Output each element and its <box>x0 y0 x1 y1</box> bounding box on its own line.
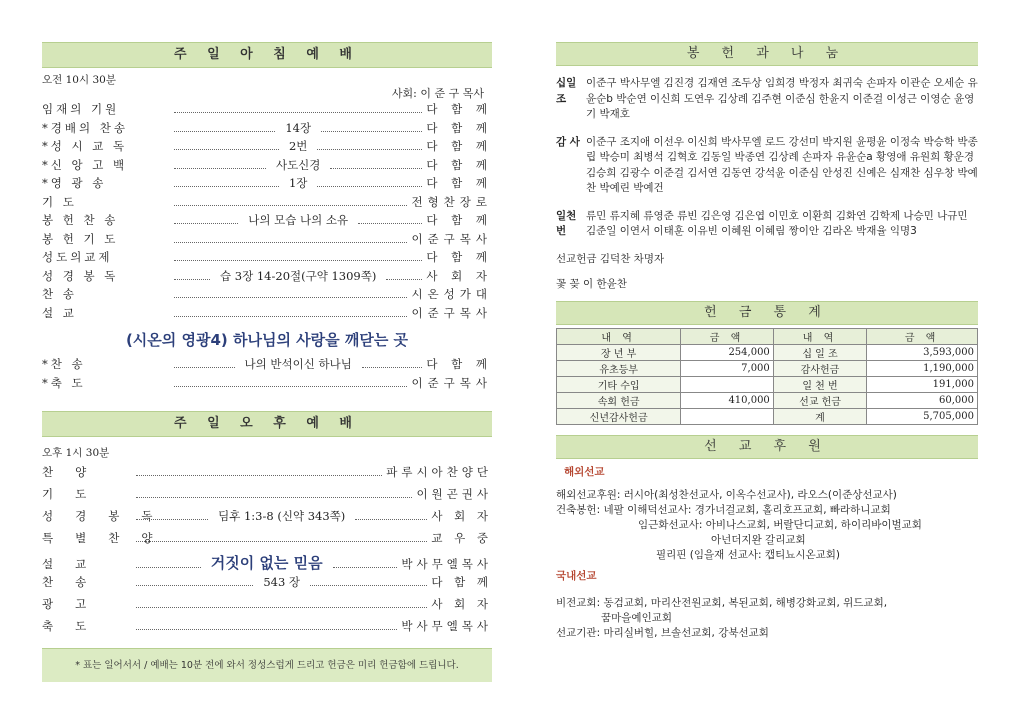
order-item-name: 특별찬양 <box>42 531 175 545</box>
totals-cell: 속회 헌금 <box>557 392 681 408</box>
order-item-name: 찬양 <box>42 465 109 479</box>
totals-cell: 계 <box>773 408 866 424</box>
dot-leader <box>174 290 407 298</box>
order-item-name: 축도 <box>42 619 109 633</box>
right-column <box>556 42 978 641</box>
totals-cell: 십 일 조 <box>773 344 866 360</box>
totals-cell: 7,000 <box>681 360 774 376</box>
offering-group <box>556 135 978 197</box>
order-item-detail: 거짓이 없는 믿음 <box>210 554 323 572</box>
order-item-leader: 이원곤권사 <box>416 487 492 501</box>
totals-cell: 410,000 <box>681 392 774 408</box>
dot-leader <box>136 468 382 476</box>
morning-order-row <box>42 157 492 176</box>
morning-time: 오전 10시 30분 <box>42 74 116 86</box>
order-item-leader: 사 회 자 <box>426 268 493 283</box>
offering-group-names: 이준구 조지애 이선우 이신희 박사무엘 로드 강선미 박지원 윤평윤 이정숙 박승학 박종립 박승미 최병석 김혁호 김동일 박종연 김상례 손파자 유윤순a 황영애 유원희 황운경 김승희 김광수 이준걸 김서연 김동연 강석윤 이준심 안성진 신예은 심재찬 심우창 박예찬 박예린 박예건 <box>586 135 978 194</box>
order-item-name: 설 교 <box>42 305 77 320</box>
order-item-leader: 다 함 께 <box>426 357 492 371</box>
order-item-detail: 14장 <box>285 120 312 135</box>
domestic-missions-list <box>556 596 978 641</box>
dot-leader <box>136 560 201 568</box>
totals-cell: 254,000 <box>681 344 774 360</box>
order-item-name: *성 시 교 독 <box>42 139 128 153</box>
offering-groups <box>556 76 978 240</box>
mission-line: 임근화선교사: 아비나스교회, 버랄단디교회, 하이리바이벌교회 <box>638 518 922 531</box>
order-item-name: 기도 <box>42 487 109 501</box>
offering-group-names: 이준구 박사무엘 김진경 김재연 조두상 임희경 박정자 최귀숙 손파자 이관순 오세순 유윤순b 박순연 이신희 도연우 김상례 김주현 이준심 한윤지 이준걸 이성근 이영순 윤영기 박재호 <box>586 77 978 120</box>
order-item-leader: 사 회 자 <box>431 509 493 523</box>
totals-row <box>557 392 978 408</box>
mission-line: 필리핀 (임을재 선교사: 캡티뇨시온교회) <box>656 548 841 561</box>
order-item-detail: 1장 <box>288 176 308 190</box>
totals-cell: 5,705,000 <box>867 408 978 424</box>
morning-closing-list <box>42 356 492 393</box>
dot-leader <box>362 360 423 368</box>
dot-leader <box>174 105 422 113</box>
totals-cell: 3,593,000 <box>867 344 978 360</box>
order-item-leader: 다 함 께 <box>426 102 492 116</box>
order-item-detail: 사도신경 <box>275 157 321 172</box>
order-item-detail: 나의 모습 나의 소유 <box>248 213 349 227</box>
morning-order-row <box>42 231 492 250</box>
dot-leader <box>358 216 422 224</box>
order-item-name: *신 앙 고 백 <box>42 157 128 172</box>
morning-order-row <box>42 120 492 139</box>
totals-header-cell: 금 액 <box>681 328 774 344</box>
order-item-name: 임재의 기원 <box>42 102 120 116</box>
order-item-leader: 박사무엘목사 <box>401 619 492 633</box>
dot-leader <box>386 272 422 280</box>
order-item-name: 찬송 <box>42 575 109 589</box>
order-item-leader: 사 회 자 <box>431 597 492 611</box>
morning-closing-row <box>42 356 492 375</box>
totals-title: 헌 금 통 계 <box>556 301 978 325</box>
totals-cell: 감사헌금 <box>773 360 866 376</box>
totals-row <box>557 376 978 392</box>
dot-leader <box>174 379 407 387</box>
order-item-name: 기 도 <box>42 194 77 209</box>
offering-group-names: 류민 류지혜 류영준 류빈 김은영 김은엽 이민호 이환희 김화연 김학제 나승민 나규민 김준일 이연서 이태훈 이유빈 이혜원 이혜림 짱이안 김라온 박재율 익명3 <box>586 209 968 237</box>
dot-leader <box>174 124 275 132</box>
totals-cell <box>681 376 774 392</box>
order-item-name: 성 경 봉 독 <box>42 268 119 283</box>
morning-closing-row <box>42 375 492 394</box>
offering-group <box>556 76 978 123</box>
order-item-name: *경배의 찬송 <box>42 120 128 135</box>
dot-leader <box>174 198 407 206</box>
morning-order-row <box>42 194 492 213</box>
left-column <box>42 42 492 682</box>
totals-cell: 신년감사헌금 <box>557 408 681 424</box>
afternoon-service-title: 주 일 오 후 예 배 <box>42 411 492 437</box>
order-item-leader: 다 함 께 <box>426 157 493 172</box>
mission-line: 건축봉헌: 네팔 이해덕선교사: 경가너걸교회, 홀리호프교회, 빠라하니교회 <box>556 503 891 516</box>
afternoon-order-row <box>42 552 492 574</box>
morning-order-row <box>42 286 492 305</box>
dot-leader <box>136 534 427 542</box>
order-item-leader: 다 함 께 <box>426 139 493 153</box>
afternoon-order-row <box>42 574 492 596</box>
morning-order-row <box>42 249 492 268</box>
morning-order-row <box>42 138 492 157</box>
offering-group <box>556 209 978 240</box>
order-item-leader: 다 함 께 <box>426 120 493 135</box>
totals-cell: 장 년 부 <box>557 344 681 360</box>
order-item-leader: 다 함 께 <box>426 176 493 190</box>
missions-title: 선 교 후 원 <box>556 435 978 459</box>
offering-group-label: 감 사 <box>556 135 580 148</box>
order-item-leader: 박사무엘목사 <box>401 557 493 571</box>
dot-leader <box>174 161 266 169</box>
dot-leader <box>174 235 407 243</box>
dot-leader <box>174 360 235 368</box>
dot-leader <box>330 161 422 169</box>
morning-order-row <box>42 101 492 120</box>
mission-line: 아넌더지완 갈리교회 <box>711 533 806 546</box>
offering-title: 봉 헌 과 나 눔 <box>556 42 978 66</box>
order-item-leader: 시온성가대 <box>411 287 492 301</box>
totals-cell: 유초등부 <box>557 360 681 376</box>
dot-leader <box>136 490 412 498</box>
totals-header-cell: 금 액 <box>867 328 978 344</box>
worship-notice: * 표는 일어서서 / 예배는 10분 전에 와서 정성스럽게 드리고 헌금은 미리 헌금함에 드립니다. <box>42 648 492 682</box>
order-item-detail: 2번 <box>288 139 308 153</box>
afternoon-order-row <box>42 618 492 640</box>
order-item-name: *축 도 <box>42 375 86 390</box>
order-item-name: 성경봉독 <box>42 509 175 523</box>
order-item-name: 찬 송 <box>42 287 77 301</box>
totals-header-cell: 내 역 <box>773 328 866 344</box>
dot-leader <box>317 179 422 187</box>
order-item-name: 봉 헌 찬 송 <box>42 213 119 227</box>
overseas-missions-list <box>556 488 978 563</box>
order-item-leader: 다 함 께 <box>431 575 493 589</box>
afternoon-order-row <box>42 508 492 530</box>
dot-leader <box>321 124 422 132</box>
order-item-name: *찬 송 <box>42 357 86 371</box>
dot-leader <box>136 600 427 608</box>
dot-leader <box>136 622 397 630</box>
offering-group-label: 일천번 <box>556 209 577 237</box>
dot-leader <box>174 216 238 224</box>
order-item-leader: 이준구목사 <box>411 375 492 390</box>
order-item-detail: 딤후 1:3-8 (신약 343쪽) <box>218 509 346 523</box>
order-item-leader: 이준구목사 <box>411 231 492 246</box>
order-item-detail: 나의 반석이신 하나님 <box>244 357 352 371</box>
order-item-name: 설교 <box>42 557 109 571</box>
afternoon-order-row <box>42 486 492 508</box>
order-item-name: 봉 헌 기 도 <box>42 231 119 246</box>
order-item-name: 광고 <box>42 597 109 611</box>
totals-cell: 기타 수입 <box>557 376 681 392</box>
totals-row <box>557 344 978 360</box>
morning-order-row <box>42 305 492 324</box>
morning-sermon-title: (시온의 영광4) 하나님의 사랑을 깨닫는 곳 <box>125 331 409 349</box>
dot-leader <box>174 272 210 280</box>
dot-leader <box>174 309 407 317</box>
mission-line: 해외선교후원: 러시아(최성찬선교사, 이옥수선교사), 라오스(이준상선교사) <box>556 488 897 501</box>
dot-leader <box>310 578 427 586</box>
afternoon-order-list <box>42 464 492 640</box>
dot-leader <box>174 253 422 261</box>
totals-cell: 1,190,000 <box>867 360 978 376</box>
dot-leader <box>333 560 398 568</box>
morning-order-row <box>42 268 492 287</box>
morning-order-row <box>42 175 492 194</box>
mission-offering: 선교헌금 김덕찬 차명자 <box>556 252 665 265</box>
totals-cell: 191,000 <box>867 376 978 392</box>
dot-leader <box>174 179 279 187</box>
totals-cell <box>681 408 774 424</box>
morning-service-title: 주 일 아 침 예 배 <box>42 42 492 68</box>
order-item-detail: 습 3장 14-20절(구약 1309쪽) <box>220 268 377 283</box>
dot-leader <box>174 142 279 150</box>
totals-row <box>557 408 978 424</box>
domestic-missions-heading: 국내선교 <box>556 569 597 582</box>
flower-arrangement: 꽃 꽂 이 한윤찬 <box>556 278 627 290</box>
order-item-detail: 543 장 <box>263 575 301 589</box>
totals-cell: 선교 헌금 <box>773 392 866 408</box>
order-item-leader: 교 우 중 <box>431 531 492 545</box>
afternoon-order-row <box>42 464 492 486</box>
totals-header-cell: 내 역 <box>557 328 681 344</box>
dot-leader <box>355 512 427 520</box>
order-item-leader: 파루시아찬양단 <box>386 465 492 479</box>
afternoon-time: 오후 1시 30분 <box>42 447 110 459</box>
totals-row <box>557 360 978 376</box>
overseas-missions-heading: 해외선교 <box>564 465 605 478</box>
dot-leader <box>317 142 422 150</box>
afternoon-order-row <box>42 596 492 618</box>
dot-leader <box>136 512 208 520</box>
offering-totals-table <box>556 328 978 425</box>
mission-line: 선교기관: 마리실버힐, 브솔선교회, 강북선교회 <box>556 626 769 639</box>
afternoon-order-row <box>42 530 492 552</box>
order-item-name: 성도의교제 <box>42 250 113 264</box>
order-item-leader: 전형찬장로 <box>411 194 492 209</box>
dot-leader <box>136 578 253 586</box>
offering-group-label: 십일조 <box>556 77 577 105</box>
morning-presider: 사회: 이 준 구 목사 <box>391 87 484 100</box>
totals-cell: 일 천 번 <box>773 376 866 392</box>
morning-order-row <box>42 212 492 231</box>
mission-line: 비전교회: 동검교회, 마리산전원교회, 복된교회, 해병강화교회, 위드교회, <box>556 596 888 609</box>
order-item-leader: 이준구목사 <box>411 305 492 320</box>
totals-cell: 60,000 <box>867 392 978 408</box>
morning-order-list <box>42 101 492 323</box>
order-item-name: *영 광 송 <box>42 176 107 190</box>
order-item-leader: 다 함 께 <box>426 250 492 264</box>
mission-line: 꿈마을예인교회 <box>601 611 673 624</box>
order-item-leader: 다 함 께 <box>426 213 493 227</box>
